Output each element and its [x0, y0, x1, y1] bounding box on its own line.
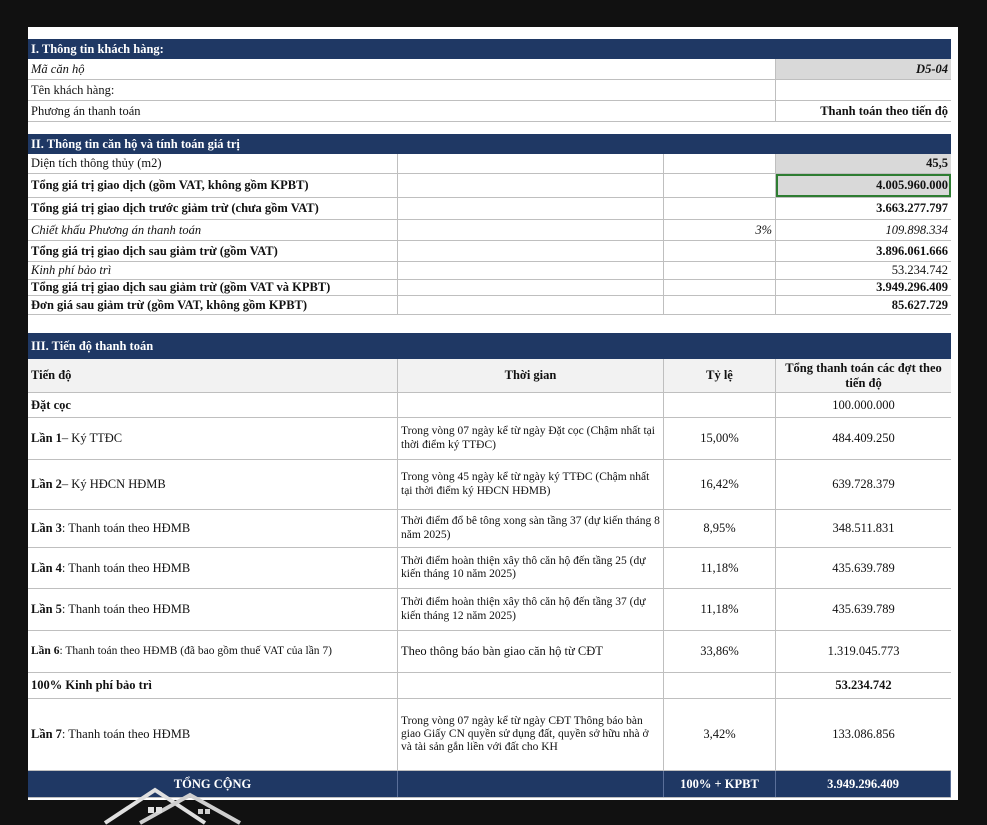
- label-cell[interactable]: Chiết khấu Phương án thanh toán: [28, 220, 398, 240]
- label-cell[interactable]: Phương án thanh toán: [28, 101, 776, 121]
- time-cell[interactable]: Thời điểm hoàn thiện xây thô căn hộ đến tầng 25 (dự kiến tháng 10 năm 2025): [398, 548, 664, 588]
- stage-label[interactable]: Lần 1: [31, 431, 62, 446]
- section-2-title: II. Thông tin căn hộ và tính toán giá trị: [31, 136, 240, 151]
- rate-cell[interactable]: [664, 280, 776, 295]
- col-header-tien-do[interactable]: Tiến độ: [28, 359, 398, 392]
- amount-cell[interactable]: 100.000.000: [832, 397, 895, 412]
- row-truoc-giam-tru[interactable]: [28, 198, 951, 220]
- time-cell[interactable]: Trong vòng 45 ngày kể từ ngày ký TTĐC (Chậm nhất tại thời điểm ký HĐCN HĐMB): [398, 460, 664, 509]
- amount-cell[interactable]: 53.234.742: [835, 678, 892, 693]
- rate-cell[interactable]: [664, 393, 776, 417]
- amount-cell[interactable]: 435.639.789: [832, 560, 895, 575]
- label-cell[interactable]: Tổng giá trị giao dịch trước giảm trừ (chưa gồm VAT): [28, 198, 398, 219]
- total-amount[interactable]: 3.949.296.409: [776, 771, 951, 797]
- rate-cell[interactable]: [664, 174, 776, 197]
- amount-cell[interactable]: 133.086.856: [832, 727, 895, 742]
- value-cell[interactable]: D5-04: [776, 59, 951, 79]
- col-header-ty-le[interactable]: Tỷ lệ: [664, 359, 776, 392]
- rate-cell[interactable]: [664, 198, 776, 219]
- rate-cell[interactable]: 11,18%: [664, 589, 776, 630]
- value-cell[interactable]: 3.896.061.666: [876, 243, 948, 258]
- rate-cell[interactable]: 15,00%: [664, 418, 776, 459]
- rate-cell[interactable]: [664, 262, 776, 279]
- amount-cell[interactable]: 1.319.045.773: [827, 644, 900, 659]
- label-cell[interactable]: Tổng giá trị giao dịch sau giảm trừ (gồm VAT và KPBT): [28, 280, 398, 295]
- house-logo-icon: [100, 785, 250, 825]
- col-header-thoi-gian[interactable]: Thời gian: [398, 359, 664, 392]
- stage-label[interactable]: Lần 5: [31, 602, 62, 617]
- label-cell[interactable]: Mã căn hộ: [28, 59, 776, 79]
- row-gom-vat-kpbt[interactable]: [28, 280, 951, 296]
- schedule-column-headers: [28, 359, 951, 393]
- col-header-tong-thanh-toan[interactable]: Tổng thanh toán các đợt theo tiến độ: [785, 361, 942, 390]
- row-kinh-phi-bao-tri[interactable]: [28, 262, 951, 280]
- table-row[interactable]: Lần 4 : Thanh toán theo HĐMB Thời điểm hoàn thiện xây thô căn hộ đến tầng 25 (dự kiến tháng 10 năm 2025) 11,18% 435.639.789: [28, 548, 951, 589]
- stage-label[interactable]: Lần 3: [31, 521, 62, 536]
- section-1-title: I. Thông tin khách hàng:: [31, 41, 164, 56]
- rate-cell[interactable]: [664, 241, 776, 261]
- rate-cell[interactable]: 16,42%: [664, 460, 776, 509]
- table-row[interactable]: Lần 7 : Thanh toán theo HĐMB Trong vòng 07 ngày kể từ ngày CĐT Thông báo bàn giao Giấy CN quyền sử dụng đất, quyền sở hữu nhà ở và tài sản gắn liền với đất cho KH 3,42% 133.086.856: [28, 699, 951, 771]
- row-ma-can-ho[interactable]: [28, 59, 951, 80]
- row-sau-giam-tru[interactable]: [28, 241, 951, 262]
- value-cell[interactable]: Thanh toán theo tiến độ: [820, 103, 948, 118]
- time-cell[interactable]: Trong vòng 07 ngày kể từ ngày CĐT Thông báo bàn giao Giấy CN quyền sử dụng đất, quyền sở hữu nhà ở và tài sản gắn liền với đất cho KH: [398, 699, 664, 770]
- rate-cell[interactable]: 11,18%: [664, 548, 776, 588]
- spreadsheet: [28, 27, 958, 800]
- amount-cell[interactable]: 348.511.831: [832, 521, 895, 536]
- rate-cell[interactable]: [664, 673, 776, 698]
- value-cell[interactable]: 53.234.742: [891, 263, 948, 278]
- value-cell[interactable]: 85.627.729: [891, 297, 948, 312]
- row-ten-khach-hang[interactable]: [28, 80, 951, 101]
- row-chiet-khau[interactable]: [28, 220, 951, 241]
- value-cell[interactable]: [776, 80, 951, 100]
- time-cell[interactable]: Theo thông báo bàn giao căn hộ từ CĐT: [398, 631, 664, 672]
- label-cell[interactable]: Tên khách hàng:: [28, 80, 776, 100]
- table-row[interactable]: Lần 3 : Thanh toán theo HĐMB Thời điểm đổ bê tông xong sàn tầng 37 (dự kiến tháng 8 năm 2025) 8,95% 348.511.831: [28, 510, 951, 548]
- value-cell[interactable]: 109.898.334: [885, 222, 948, 237]
- rate-cell[interactable]: 3,42%: [664, 699, 776, 770]
- row-phuong-an[interactable]: [28, 101, 951, 122]
- amount-cell[interactable]: 435.639.789: [832, 602, 895, 617]
- time-cell[interactable]: [398, 673, 664, 698]
- stage-label[interactable]: Lần 7: [31, 727, 62, 742]
- section-2-header: [28, 134, 951, 154]
- label-cell[interactable]: Tổng giá trị giao dịch (gồm VAT, không gồm KPBT): [28, 174, 398, 197]
- table-row[interactable]: Lần 1 – Ký TTĐC Trong vòng 07 ngày kể từ ngày Đặt cọc (Chậm nhất tại thời điểm ký TTĐC) 15,00% 484.409.250: [28, 418, 951, 460]
- table-row[interactable]: [28, 393, 951, 418]
- total-label[interactable]: TỔNG CỘNG: [28, 771, 398, 797]
- table-row[interactable]: [28, 673, 951, 699]
- time-cell[interactable]: Thời điểm đổ bê tông xong sàn tầng 37 (dự kiến tháng 8 năm 2025): [398, 510, 664, 547]
- time-cell[interactable]: Thời điểm hoàn thiện xây thô căn hộ đến tầng 37 (dự kiến tháng 12 năm 2025): [398, 589, 664, 630]
- row-dien-tich[interactable]: [28, 154, 951, 174]
- time-cell[interactable]: Trong vòng 07 ngày kể từ ngày Đặt cọc (Chậm nhất tại thời điểm ký TTĐC): [398, 418, 664, 459]
- rate-cell[interactable]: 33,86%: [664, 631, 776, 672]
- value-cell[interactable]: 3.663.277.797: [876, 201, 948, 216]
- section-3-title: III. Tiến độ thanh toán: [31, 338, 154, 353]
- stage-label[interactable]: Lần 2: [31, 477, 62, 492]
- rate-cell[interactable]: [664, 296, 776, 314]
- rate-cell[interactable]: [664, 154, 776, 173]
- amount-cell[interactable]: 639.728.379: [832, 477, 895, 492]
- total-rate[interactable]: 100% + KPBT: [664, 771, 776, 797]
- rate-cell[interactable]: 8,95%: [664, 510, 776, 547]
- label-cell[interactable]: Diện tích thông thủy (m2): [28, 154, 398, 173]
- amount-cell[interactable]: 484.409.250: [832, 431, 895, 446]
- value-cell[interactable]: 3.949.296.409: [876, 280, 948, 295]
- stage-label[interactable]: Lần 6: [31, 644, 60, 657]
- section-1-header: [28, 39, 951, 59]
- stage-label[interactable]: Lần 4: [31, 560, 62, 575]
- stage-label[interactable]: Đặt cọc: [31, 397, 71, 412]
- rate-cell[interactable]: 3%: [664, 220, 776, 240]
- value-cell-selected[interactable]: 4.005.960.000: [776, 174, 951, 197]
- row-tong-gia-tri-giao-dich[interactable]: [28, 174, 951, 198]
- label-cell[interactable]: Kinh phí bảo trì: [28, 262, 398, 279]
- row-don-gia[interactable]: [28, 296, 951, 315]
- label-cell[interactable]: Đơn giá sau giảm trừ (gồm VAT, không gồm KPBT): [28, 296, 398, 314]
- value-cell[interactable]: 45,5: [776, 154, 951, 173]
- section-3-header: [28, 333, 951, 359]
- table-row[interactable]: Lần 2 – Ký HĐCN HĐMB Trong vòng 45 ngày kể từ ngày ký TTĐC (Chậm nhất tại thời điểm ký HĐCN HĐMB) 16,42% 639.728.379: [28, 460, 951, 510]
- label-cell[interactable]: Tổng giá trị giao dịch sau giảm trừ (gồm VAT): [28, 241, 398, 261]
- table-row[interactable]: Lần 6: Thanh toán theo HĐMB (đã bao gồm thuế VAT của lần 7) Theo thông báo bàn giao căn hộ từ CĐT 33,86% 1.319.045.773: [28, 631, 951, 673]
- stage-label[interactable]: 100% Kinh phí bảo trì: [31, 678, 152, 693]
- time-cell[interactable]: [398, 393, 664, 417]
- table-row[interactable]: Lần 5 : Thanh toán theo HĐMB Thời điểm hoàn thiện xây thô căn hộ đến tầng 37 (dự kiến tháng 12 năm 2025) 11,18% 435.639.789: [28, 589, 951, 631]
